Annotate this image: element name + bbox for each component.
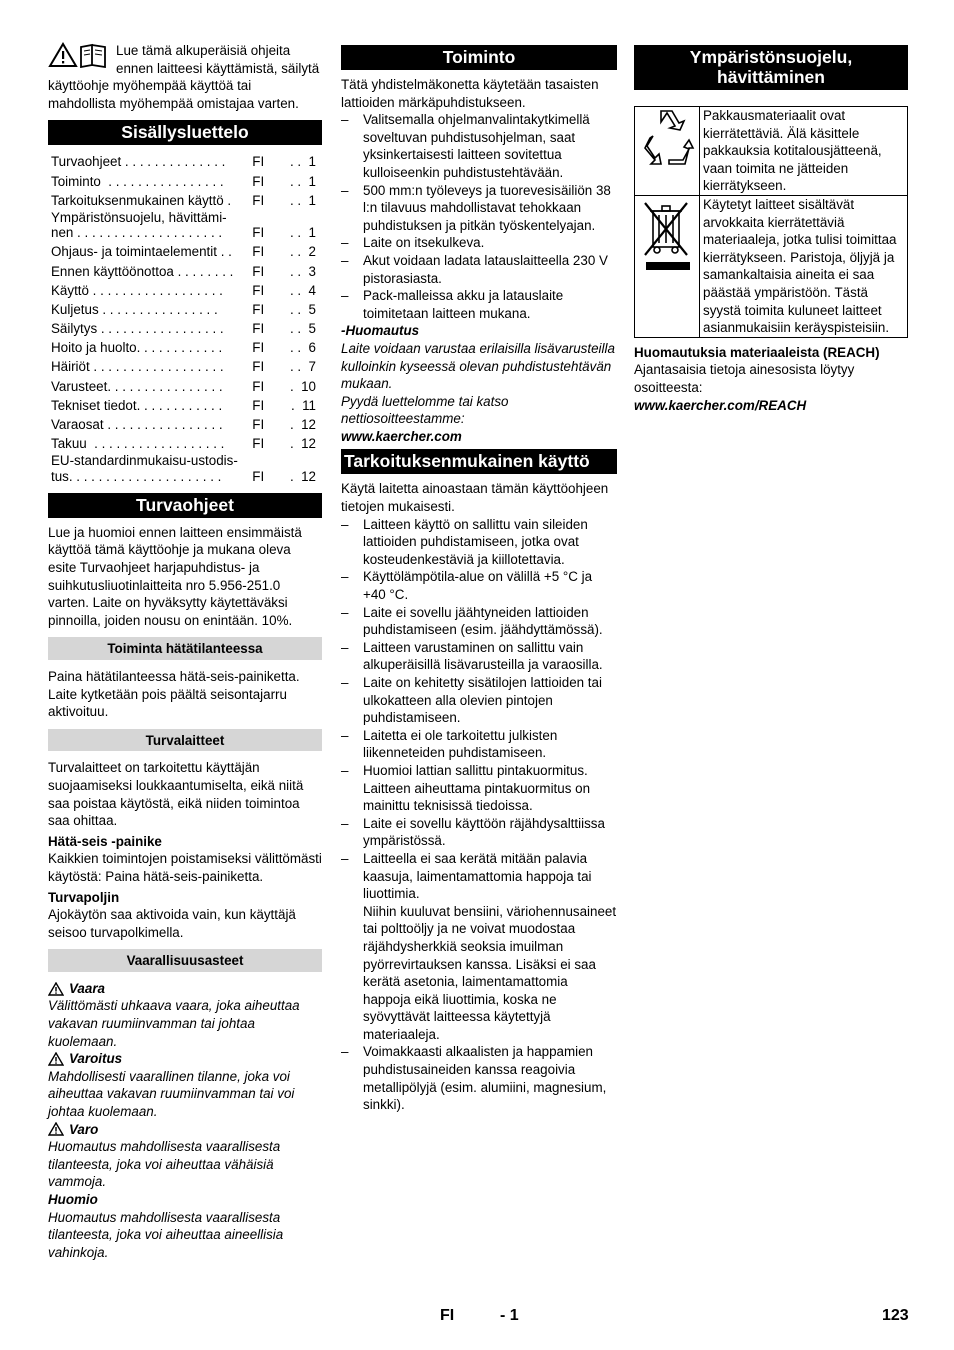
hazard-level-text: Huomautus mahdollisesta vaarallisesta tilanteesta, joka voi aiheuttaa aineellisia vahinkoja. bbox=[48, 1209, 284, 1260]
toc-row[interactable] bbox=[48, 241, 322, 260]
warning-and-manual-icon bbox=[48, 42, 114, 68]
toc-entry-title: Takuu . . . . . . . . . . . . . . . . . . bbox=[51, 436, 225, 452]
toc-entry-page: . 11 bbox=[290, 397, 316, 413]
toc-entry-page: . 10 bbox=[289, 378, 316, 394]
toc-entry-lang: FI bbox=[252, 321, 265, 337]
toc-row[interactable] bbox=[48, 171, 322, 190]
toc-entry-title: Toiminto . . . . . . . . . . . . . . . . bbox=[51, 173, 224, 189]
toc-entry-lang: FI bbox=[252, 359, 265, 375]
note-url: www.kaercher.com bbox=[341, 428, 462, 444]
toc-entry-lang: FI bbox=[252, 192, 265, 208]
toc-entry-lang: FI bbox=[252, 436, 265, 452]
reach-text: Ajantasaisia tietoja ainesosista löytyy osoitteesta: bbox=[634, 362, 855, 395]
toc-entry-title: Turvaohjeet . . . . . . . . . . . . . . bbox=[51, 154, 226, 170]
toc-entry-title: Käyttö . . . . . . . . . . . . . . . . . . bbox=[51, 282, 223, 298]
column-2 bbox=[341, 42, 617, 1114]
emergency-heading: Toiminta hätätilanteessa bbox=[48, 637, 322, 660]
toc-entry-page: . . 7 bbox=[289, 359, 316, 375]
list-item-text: Laite ei sovellu käyttöön räjähdysalttiissa ympäristössä. bbox=[363, 815, 605, 849]
recycle-icon bbox=[639, 108, 695, 168]
warning-triangle-icon bbox=[48, 1052, 64, 1066]
hazard-level-name: Vaara bbox=[69, 980, 105, 996]
intro-block bbox=[48, 42, 322, 112]
hazard-level-name: Varoitus bbox=[69, 1051, 123, 1067]
hazard-level-name: Huomio bbox=[48, 1192, 98, 1207]
hazard-levels bbox=[48, 980, 322, 1262]
list-item bbox=[341, 252, 617, 287]
safety-heading: Turvaohjeet bbox=[48, 493, 322, 518]
pedal-text: Ajokäytön saa aktivoida vain, kun käyttäjä seisoo turvapolkimella. bbox=[48, 907, 296, 940]
toc-entry-title: Hoito ja huolto. . . . . . . . . . . . bbox=[51, 340, 223, 356]
toc-entry-page: . . 2 bbox=[289, 244, 316, 260]
toc-row[interactable] bbox=[48, 209, 322, 241]
toc-entry-page: . 12 bbox=[289, 417, 316, 433]
toc-row[interactable] bbox=[48, 190, 322, 209]
toc-row[interactable] bbox=[48, 280, 322, 299]
toc-entry-title: Varaosat . . . . . . . . . . . . . . . . bbox=[51, 417, 223, 433]
list-item-text: Laite on itsekulkeva. bbox=[363, 235, 485, 251]
toc-entry-page: . . 1 bbox=[289, 154, 316, 170]
footer-local-page: - 1 bbox=[500, 1307, 519, 1324]
list-item-text: Laite on kehitetty sisätilojen lattioiden tai ulkokatteen alla olevien pintojen puhdistamiseen. bbox=[363, 675, 602, 726]
list-item-text: Voimakkaasti alkaalisten ja happamien puhdistusaineiden kanssa reagoivia metallipölyjä (esim. alumiini, magnesium, sinkki). bbox=[363, 1044, 607, 1113]
hazard-level-text: Huomautus mahdollisesta vaarallisesta tilanteesta, joka voi aiheuttaa vähäisiä vammoja. bbox=[48, 1139, 281, 1190]
toc-row[interactable] bbox=[48, 433, 322, 452]
toc-entry-lang: FI bbox=[252, 154, 265, 170]
toc-entry-lang: FI bbox=[252, 282, 265, 298]
toc-entry-lang: FI bbox=[252, 225, 265, 241]
packaging-text: Pakkausmateriaalit ovat kierrätettäviä. Älä käsittele pakkauksia kotitalousjätteenä, vaan toimita ne jätteiden kierrätykseen. bbox=[700, 107, 908, 196]
toc-entry-title: Ohjaus- ja toimintaelementit . . bbox=[51, 244, 232, 260]
toc-entry-title: Kuljetus . . . . . . . . . . . . . . . . bbox=[51, 301, 218, 317]
toc-entry-page: . 12 bbox=[289, 468, 316, 484]
list-item bbox=[341, 850, 617, 1044]
list-item-text: Käyttölämpötila-alue on välillä +5 °C ja +40 °C. bbox=[363, 569, 593, 603]
toc-entry-title: Varusteet. . . . . . . . . . . . . . . . bbox=[51, 378, 223, 394]
list-item bbox=[341, 639, 617, 674]
list-item bbox=[341, 516, 617, 569]
list-item bbox=[341, 182, 617, 235]
list-item bbox=[341, 727, 617, 762]
environment-heading: Ympäristönsuojelu, hävittäminen bbox=[634, 45, 908, 90]
footer-page-number: 123 bbox=[882, 1307, 909, 1324]
function-heading: Toiminto bbox=[341, 45, 617, 70]
toc-row[interactable] bbox=[48, 395, 322, 414]
toc-row[interactable] bbox=[48, 151, 322, 170]
list-item-text: Laitteen käyttö on sallittu vain sileiden lattioiden puhdistamiseen, jotka ovat kosteudenkestäviä ja kiillotettavia. bbox=[363, 516, 588, 567]
toc-entry-lang: FI bbox=[252, 244, 265, 260]
list-item-text: Laitteella ei saa kerätä mitään palavia kaasuja, laimentamattomia happoja tai liuottimia. bbox=[363, 850, 592, 902]
note-text-2: Pyydä luettelomme tai katso nettiosoitteestamme: bbox=[341, 393, 509, 427]
toc-entry-lang: FI bbox=[252, 173, 265, 189]
toc-row[interactable] bbox=[48, 318, 322, 337]
toc-row[interactable] bbox=[48, 376, 322, 395]
list-item-text: 500 mm:n työleveys ja tuorevesisäiliön 38 l:n tilavuus mahdollistavat tehokkaan puhdistuksen ja pitkän työskentelyajan. bbox=[363, 182, 611, 233]
estop-text: Kaikkien toimintojen poistamiseksi välittömästi käytöstä: Paina hätä-seis-painiketta. bbox=[48, 851, 322, 884]
toc-entry-title: Tarkoituksenmukainen käyttö . bbox=[51, 192, 232, 208]
toc-entry-lang: FI bbox=[252, 301, 265, 317]
toc-row[interactable] bbox=[48, 356, 322, 375]
emergency-text: Paina hätätilanteessa hätä-seis-painiketta. Laite kytketään pois päältä seisontajarru aktivoituu. bbox=[48, 668, 300, 720]
list-item bbox=[341, 762, 617, 815]
toc-entry-page: . . 4 bbox=[289, 282, 316, 298]
list-item bbox=[341, 234, 617, 252]
toc-entry-page: . . 6 bbox=[289, 340, 316, 356]
toc-entry-lang: FI bbox=[252, 263, 265, 279]
hazard-level-text: Välittömästi uhkaava vaara, joka aiheuttaa vakavan ruumiinvamman tai johtaa kuolemaan. bbox=[48, 998, 300, 1049]
toc-entry-lang: FI bbox=[252, 417, 265, 433]
list-item bbox=[341, 815, 617, 850]
toc-entry-title: Tekniset tiedot. . . . . . . . . . . . bbox=[51, 397, 223, 413]
list-item-text: Huomioi lattian sallittu pintakuormitus. Laitteen aiheuttama pintakuormitus on mainittu teknisissä tiedoissa. bbox=[363, 762, 591, 814]
warning-triangle-icon bbox=[48, 982, 64, 996]
list-item bbox=[341, 1043, 617, 1113]
hazard-level-heading bbox=[48, 1191, 322, 1209]
hazard-levels-heading: Vaarallisuusasteet bbox=[48, 949, 322, 972]
list-item bbox=[341, 604, 617, 639]
list-item-extra: Niihin kuuluvat bensiini, väriohennusaineet tai polttoöljy ja ne voivat muodostaa räjähdysherkkiä seoksia imuilman pyörrevirtauksen kanssa. Lisäksi ei saa kerätä asetonia, laimentamattomia happoja eikä liuottimia, koska ne syövyttävät laitteessa käytettyjä materiaaleja. bbox=[363, 903, 617, 1042]
hazard-level-heading bbox=[48, 980, 322, 998]
list-item-text: Akut voidaan ladata latauslaitteella 230 V pistorasiasta. bbox=[363, 252, 608, 286]
list-item-text: Pack-malleissa akku ja latauslaite toimitetaan laitteen mukana. bbox=[363, 288, 564, 321]
toc-heading: Sisällysluettelo bbox=[48, 120, 322, 145]
toc-entry-lang: FI bbox=[252, 397, 265, 413]
note-heading: -Huomautus bbox=[341, 323, 420, 339]
intended-use-list bbox=[341, 516, 617, 1114]
disposal-text: Käytetyt laitteet sisältävät arvokkaita kierrätettäviä materiaaleja, jotka tulisi toimittaa kierrätykseen. Paristoja, öljyjä ja samankaltaisia aineita ei saa päästää ympäristöön. Tästä syystä toimita kuluneet laitteet asianmukaisiin keräyspisteisiin. bbox=[700, 195, 908, 337]
list-item-text: Laitteen varustaminen on sallittu vain alkuperäisillä lisävarusteilla ja varaosilla. bbox=[363, 639, 603, 673]
hazard-level-heading bbox=[48, 1050, 322, 1068]
toc-table bbox=[48, 151, 322, 484]
toc-entry-title: Ennen käyttöönottoa . . . . . . . . bbox=[51, 263, 234, 279]
note-text: Laite voidaan varustaa erilaisilla lisävarusteilla kulloinkin kyseessä olevan puhdistustehtävän mukaan. bbox=[341, 340, 615, 392]
toc-entry-page: . . 1 bbox=[289, 192, 316, 208]
environment-row bbox=[635, 195, 908, 337]
reach-heading: Huomautuksia materiaaleista (REACH) bbox=[634, 344, 880, 360]
safety-devices-heading: Turvalaitteet bbox=[48, 729, 322, 752]
environment-row bbox=[635, 107, 908, 196]
list-item-text: Laite ei sovellu jäähtyneiden lattioiden puhdistamiseen (esim. jäähdyttämössä). bbox=[363, 604, 603, 638]
toc-row[interactable] bbox=[48, 299, 322, 318]
list-item bbox=[341, 287, 617, 322]
function-list bbox=[341, 111, 617, 322]
column-1 bbox=[48, 42, 322, 1261]
toc-entry-title: Häiriöt . . . . . . . . . . . . . . . . . . bbox=[51, 359, 224, 375]
safety-text: Lue ja huomioi ennen laitteen ensimmäistä käyttöä tämä käyttöohje ja mukana oleva esite Turvaohjeet harjapuhdistus- ja suihkutusliuotinlaitteita nro 5.956-251.0 varten. Laite on hyväksytty käytettäväksi pinnoilla, joiden nousu on enintään. 10%. bbox=[48, 524, 302, 628]
column-3 bbox=[634, 42, 908, 414]
toc-row[interactable] bbox=[48, 261, 322, 280]
toc-entry-page: . . 1 bbox=[289, 225, 316, 241]
toc-entry-page: . . 5 bbox=[289, 301, 316, 317]
list-item bbox=[341, 568, 617, 603]
toc-entry-title: EU-standardinmukaisu-ustodis- tus. . . . . . . . . . . . . . . . . . . . . bbox=[51, 453, 238, 484]
intro-text: Lue tämä alkuperäisiä ohjeita ennen laitteesi käyttämistä, säilytä käyttöohje myöhempää käyttöä tai mahdollista myöhempää omistajaa varten. bbox=[48, 43, 320, 111]
footer-language: FI bbox=[440, 1307, 455, 1324]
toc-entry-lang: FI bbox=[252, 378, 265, 394]
pedal-heading: Turvapoljin bbox=[48, 889, 120, 905]
reach-url: www.kaercher.com/REACH bbox=[634, 397, 807, 413]
intended-use-heading: Tarkoituksenmukainen käyttö bbox=[341, 449, 617, 474]
toc-entry-page: . . 3 bbox=[289, 263, 316, 279]
warning-triangle-icon bbox=[48, 1122, 64, 1136]
estop-heading: Hätä-seis -painike bbox=[48, 833, 162, 849]
crossed-bin-icon bbox=[639, 197, 695, 277]
intended-use-text: Käytä laitetta ainoastaan tämän käyttöohjeen tietojen mukaisesti. bbox=[341, 481, 609, 515]
safety-devices-text: Turvalaitteet on tarkoitettu käyttäjän suojaamiseksi loukkaantumiselta, eikä niitä saa poistaa käytöstä, eikä niiden toimintoa saa ohittaa. bbox=[48, 760, 304, 829]
list-item bbox=[341, 111, 617, 181]
list-item bbox=[341, 674, 617, 727]
hazard-level-heading bbox=[48, 1121, 322, 1139]
toc-entry-title: Säilytys . . . . . . . . . . . . . . . . . bbox=[51, 321, 224, 337]
toc-row[interactable] bbox=[48, 337, 322, 356]
toc-entry-page: . . 1 bbox=[289, 173, 316, 189]
environment-table bbox=[634, 106, 908, 338]
hazard-level-text: Mahdollisesti vaarallinen tilanne, joka voi aiheuttaa vakavan ruumiinvamman tai voi johtaa kuolemaan. bbox=[48, 1068, 295, 1120]
toc-row[interactable] bbox=[48, 414, 322, 433]
toc-entry-page: . 12 bbox=[289, 436, 316, 452]
toc-row[interactable] bbox=[48, 452, 322, 484]
list-item-text: Laitetta ei ole tarkoitettu julkisten liikenneteiden puhdistamiseen. bbox=[363, 727, 558, 761]
toc-entry-lang: FI bbox=[252, 340, 265, 356]
toc-entry-lang: FI bbox=[252, 468, 265, 484]
list-item-text: Valitsemalla ohjelmanvalintakytkimellä soveltuvan puhdistusohjelman, saat yksinkertaisesti laitteen sovitettua kulloiseenkin puhdistustehtävään. bbox=[363, 112, 590, 180]
toc-entry-page: . . 5 bbox=[289, 321, 316, 337]
function-text: Tätä yhdistelmäkonetta käytetään tasaisten lattioiden märkäpuhdistukseen. bbox=[341, 77, 599, 110]
toc-entry-title: Ympäristönsuojelu, hävittämi- nen . . . . . . . . . . . . . . . . . . . . bbox=[51, 209, 227, 241]
hazard-level-name: Varo bbox=[69, 1121, 99, 1137]
